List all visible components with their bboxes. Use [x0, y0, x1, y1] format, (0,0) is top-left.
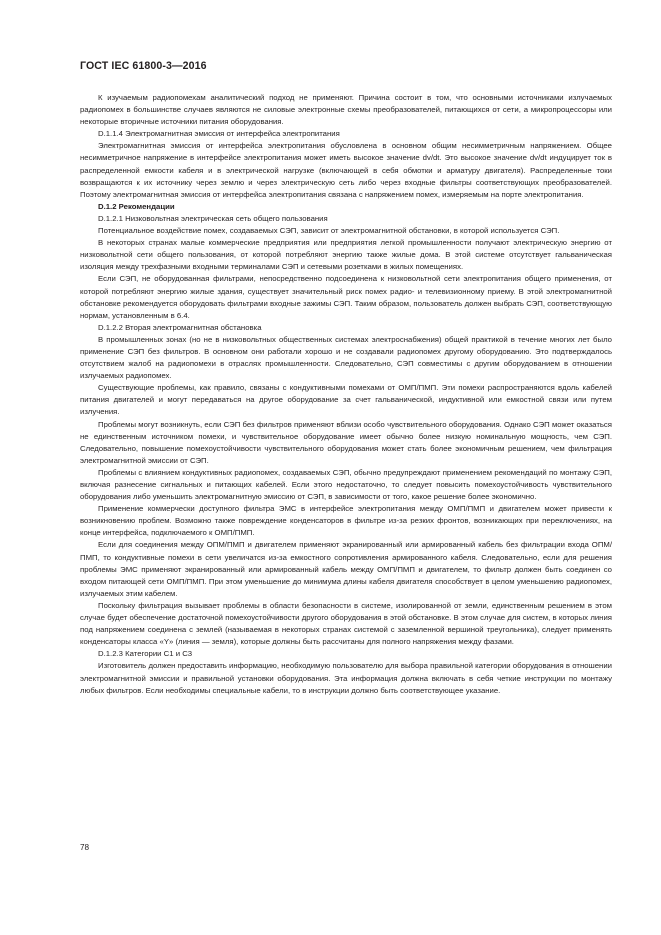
paragraph: В промышленных зонах (но не в низковольтных общественных системах электроснабжения) общей практикой в течение многих лет было применение СЭП без фильтров. В основном они работали хорошо и не создавали радиопомех другому оборудованию. Это подтверждалось отсутствием жалоб на радиопомехи в отраслях промышленности. Следовательно, СЭП совместимы с другим оборудованием в отношении излучаемых радиопомех.	[80, 334, 612, 381]
paragraph: Изготовитель должен предоставить информацию, необходимую пользователю для выбора правильной категории оборудования в отношении электромагнитной эмиссии и правильной установки оборудования. Эта информация должна включать в себя четкие инструкции по монтажу любых фильтров. Если необходимы специальные кабели, то в инструкции должно быть соответствующее указание.	[80, 661, 612, 695]
paragraph: Применение коммерчески доступного фильтра ЭМС в интерфейсе электропитания между ОМП/ПМП и двигателем может привести к возникновению проблем. Возможно также повреждение конденсаторов в фильтре из-за резких фронтов, возникающих при переключениях, на конце интерфейса, подключаемого к ОМП/ПМП.	[80, 504, 612, 538]
paragraph: Если для соединения между ОПМ/ПМП и двигателем применяют экранированный или армированный кабель без фильтрации входа ОПМ/ПМП, то кондуктивные помехи в сети увеличатся из-за емкостного сопротивления армированного кабеля. Следовательно, если для решения проблемы ЭМС применяют экранированный или армированный кабель между ОМП/ПМП и двигателем, то фильтр должен быть соединен со входом питающей сети ОМП/ПМП. При этом уменьшение до минимума длины кабеля двигателя способствует в целом уменьшению радиопомех, излучаемых этим кабелем.	[80, 540, 612, 598]
paragraph: К изучаемым радиопомехам аналитический подход не применяют. Причина состоит в том, что основными источниками излучаемых радиопомех в большинстве случаев являются не силовые электронные схемы преобразователей, питающихся от сети, а микропроцессоры или некоторые вторичные источники питания оборудования.	[80, 93, 612, 127]
page-number: 78	[80, 843, 90, 852]
paragraph: Проблемы могут возникнуть, если СЭП без фильтров применяют вблизи особо чувствительного оборудования. Однако СЭП может оказаться не единственным источником помехи, и чувствительное оборудование имеет обычно более низкую номинальную мощность, чем СЭП. Следовательно, повышение помехоустойчивости чувствительного оборудования может стать более экономичным решением, чем фильтрация электромагнитной эмиссии от СЭП.	[80, 419, 612, 465]
paragraph: Поскольку фильтрация вызывает проблемы в области безопасности в системе, изолированной от земли, единственным решением в этом случае будет обеспечение достаточной помехоустойчивости другого оборудования в этой обстановке. В этом случае для систем, в которых линия под напряжением соединена с землей (называемая в некоторых странах системой с заземленной вершиной треугольника), следует применять конденсаторы класса «Y» (линия — земля), которые должны быть рассчитаны для полного напряжения между фазами.	[80, 600, 612, 647]
paragraph: В некоторых странах малые коммерческие предприятия или предприятия легкой промышленности получают электрическую энергию от низковольтной сети общего пользования, от которой потребляют энергию также жилые дома. В этой системе отсутствует гальваническая изоляция между трехфазными входными терминалами СЭП и сетевыми розетками в жилых помещениях.	[80, 238, 612, 272]
paragraph: Если СЭП, не оборудованная фильтрами, непосредственно подсоединена к низковольтной сети электропитания общего применения, от которой потребляют энергию жилые здания, существует значительный риск помех радио- и телевизионному приему. В этой электромагнитной обстановке рекомендуется оборудовать фильтрами входные зажимы СЭП. Таким образом, пользователь должен выбрать СЭП, соответствующую нормам, установленным в 6.4.	[80, 274, 612, 320]
paragraph: Потенциальное воздействие помех, создаваемых СЭП, зависит от электромагнитной обстановки, в которой используется СЭП.	[98, 226, 560, 236]
section-heading: D.1.2 Рекомендации	[98, 201, 175, 211]
paragraph: Электромагнитная эмиссия от интерфейса электропитания обусловлена в основном общим несимметричным напряжением. Общее несимметричное напряжение в интерфейсе электропитания может иметь высокое значение dv/dt. Это высокое значение dv/dt индуцирует ток в распределенной емкости кабеля и в электрической нагрузке (включающей в себя обмотки и арматуру двигателя). Распределенные токи возвращаются к их источнику через землю и через электрическую сеть либо через входные фильтры соответствующих преобразователей. Поэтому электромагнитная эмиссия от интерфейса электропитания связана с напряжением помех, измеряемым на порте электропитания.	[80, 141, 612, 199]
section-heading: D.1.2.1 Низковольтная электрическая сеть общего пользования	[98, 213, 328, 223]
section-heading: D.1.2.2 Вторая электромагнитная обстановка	[98, 322, 262, 332]
document-header: ГОСТ IEC 61800-3—2016	[80, 60, 207, 72]
section-heading: D.1.1.4 Электромагнитная эмиссия от интерфейса электропитания	[98, 129, 340, 139]
paragraph: Проблемы с влиянием кондуктивных радиопомех, создаваемых СЭП, обычно предупреждают применением рекомендаций по монтажу СЭП, включая разнесение сигнальных и питающих кабелей. Если этого недостаточно, то следует повысить помехоустойчивость чувствительного оборудования либо уменьшить электромагнитную эмиссию от СЭП, в зависимости от того, какое решение более экономично.	[80, 467, 612, 502]
section-heading: D.1.2.3 Категории С1 и С3	[98, 649, 193, 659]
document-body	[80, 92, 612, 697]
paragraph: Существующие проблемы, как правило, связаны с кондуктивными помехами от ОМП/ПМП. Эти помехи распространяются вдоль кабелей питания двигателей и могут передаваться на другое оборудование за счет гальванической, индуктивной или емкостной связи или путем излучения.	[80, 383, 612, 417]
